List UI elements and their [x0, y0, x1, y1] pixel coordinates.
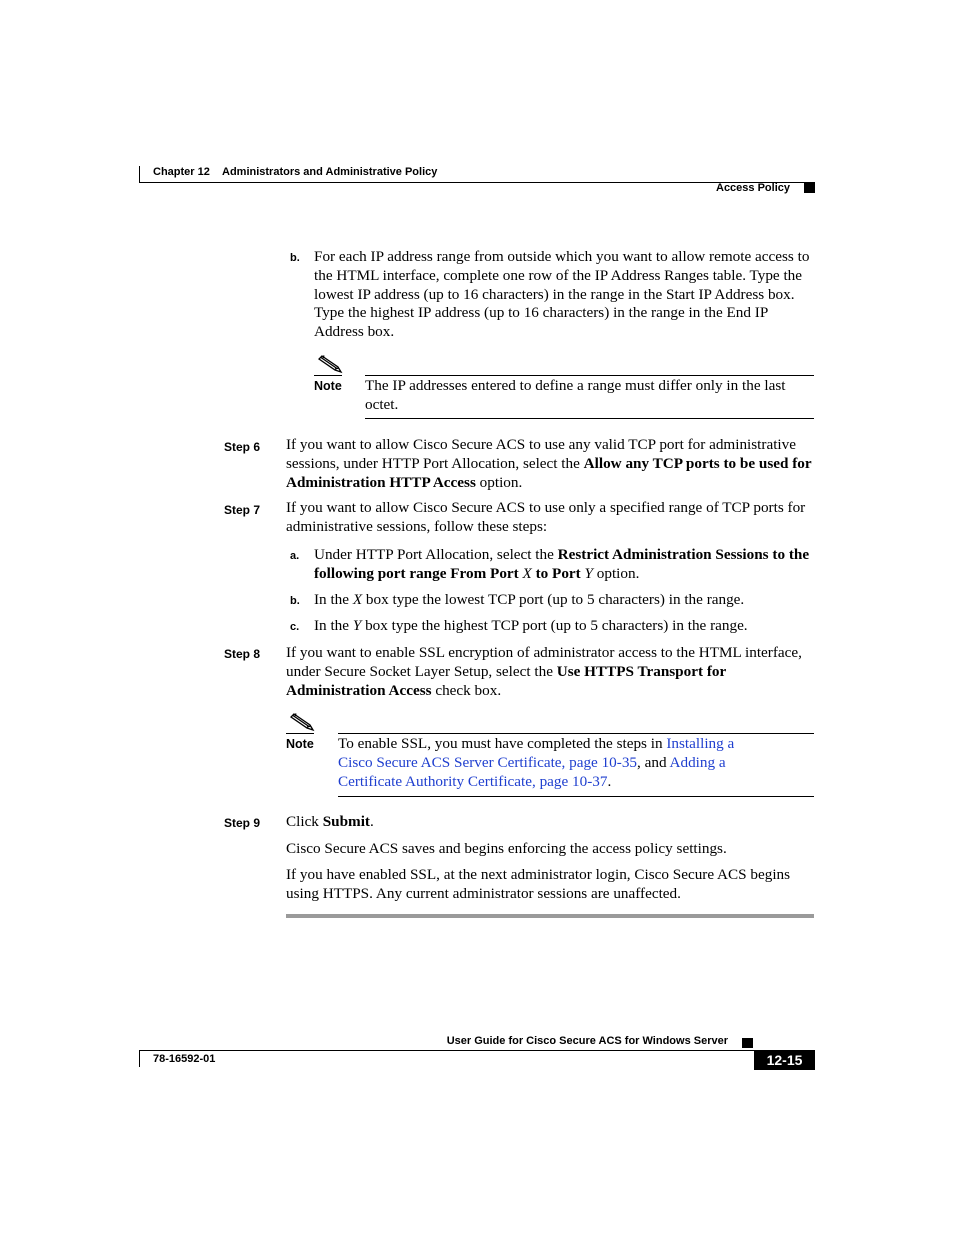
note-1-top-rule	[365, 375, 814, 376]
step-6-label: Step 6	[224, 440, 261, 454]
header-marker-square	[804, 183, 815, 193]
section-title: Access Policy	[716, 182, 790, 194]
step-8-label: Step 8	[224, 647, 261, 661]
sub-c-var-y: Y	[352, 617, 362, 634]
step-8-text-after: check box.	[431, 681, 502, 699]
sub-a-text-after: option.	[592, 564, 640, 582]
sub-a-text-before: Under HTTP Port Allocation, select the	[314, 546, 558, 563]
sub-c-text-after: box type the highest TCP port (up to 5 characters) in the range.	[361, 617, 748, 634]
pencil-icon	[290, 711, 318, 733]
sub-a-option-part-2: to Port	[531, 564, 585, 582]
sub-b-var-x: X	[352, 591, 363, 608]
step-9-label: Step 9	[224, 816, 261, 830]
note-1	[314, 352, 814, 422]
sub-a-var-x: X	[522, 564, 532, 582]
page-footer	[0, 1025, 954, 1085]
note-2-text-after: .	[607, 772, 612, 790]
step-6-text-before: If you want to allow Cisco Secure ACS to use any valid TCP port for administrative sessions, under HTTP Port Allocation, select the	[286, 436, 796, 472]
note-2-text-middle: , and	[637, 753, 670, 771]
step-9-submit-name: Submit	[322, 813, 370, 830]
chapter-title: Administrators and Administrative Policy	[222, 166, 438, 178]
step-6-option-name: Allow any TCP ports to be used for Administration HTTP Access	[286, 454, 812, 491]
step-7-sub-b-label: b.	[290, 595, 300, 607]
step-6-text	[286, 436, 816, 492]
step-7-sub-b-text	[314, 591, 816, 610]
link-adding-ca-certificate[interactable]: Adding a Certificate Authority Certificate, page 10-37	[338, 753, 726, 790]
step-7-sub-a-label: a.	[290, 550, 300, 562]
sub-b-text-before: In the	[314, 591, 353, 608]
note-1-label-rule	[314, 375, 342, 376]
note-2	[286, 710, 816, 800]
footer-rule	[139, 1050, 815, 1051]
substep-b-label: b.	[290, 252, 300, 264]
step-7-text: If you want to allow Cisco Secure ACS to use only a specified range of TCP ports for administrative sessions, follow these steps:	[286, 499, 806, 535]
step-8-text	[286, 644, 816, 700]
step-9-text-before: Click	[286, 813, 323, 830]
note-1-text: The IP addresses entered to define a range must differ only in the last octet.	[365, 377, 786, 413]
step-7-sub-a-text	[314, 546, 816, 584]
doc-number: 78-16592-01	[153, 1053, 216, 1065]
step-8-option-name: Use HTTPS Transport for Administration Access	[286, 662, 726, 699]
note-1-label: Note	[314, 379, 342, 393]
note-2-bottom-rule	[338, 796, 814, 797]
step-9-text-after: .	[369, 813, 374, 830]
header-left-tick	[139, 166, 140, 183]
sub-b-text-after: box type the lowest TCP port (up to 5 characters) in the range.	[362, 591, 745, 608]
step-7-sub-c-text	[314, 617, 816, 636]
step-6-text-after: option.	[475, 473, 523, 491]
note-2-top-rule	[338, 733, 814, 734]
step-7-sub-c-label: c.	[290, 621, 300, 633]
link-installing-server-certificate[interactable]: Installing a Cisco Secure ACS Server Certificate, page 10-35	[338, 735, 735, 771]
page-number-box	[754, 1050, 815, 1070]
chapter-label: Chapter 12	[153, 166, 210, 178]
sub-a-option-part-1: Restrict Administration Sessions to the following port range From Port	[314, 546, 810, 582]
footer-marker-square	[742, 1038, 753, 1048]
sub-c-text-before: In the	[314, 617, 353, 634]
note-2-label-rule	[286, 733, 314, 734]
note-2-text	[338, 735, 768, 791]
sub-a-var-y: Y	[584, 564, 593, 582]
guide-title: User Guide for Cisco Secure ACS for Windows Server	[446, 1035, 728, 1047]
note-2-label: Note	[286, 737, 314, 751]
substep-b-text: For each IP address range from outside which you want to allow remote access to the HTML interface, complete one row of the IP Address Ranges table. Type the lowest IP address (up to 16 characters) in the range in the Start IP Address box. Type the highest IP address (up to 16 characters) in the range in the End IP Address box.	[314, 248, 810, 341]
note-1-bottom-rule	[365, 418, 814, 419]
step-9-para-2: If you have enabled SSL, at the next administrator login, Cisco Secure ACS begins using HTTPS. Any current administrator sessions are unaffected.	[286, 866, 791, 902]
step-8-text-before: If you want to enable SSL encryption of administrator access to the HTML interface, under Secure Socket Layer Setup, select the	[286, 644, 802, 680]
page-number: 12-15	[766, 1052, 803, 1068]
footer-left-tick	[139, 1050, 140, 1067]
step-9-text	[286, 813, 816, 832]
section-end-rule	[286, 914, 814, 918]
step-9-para-1: Cisco Secure ACS saves and begins enforcing the access policy settings.	[286, 840, 727, 857]
step-7-label: Step 7	[224, 503, 261, 517]
page-header	[0, 0, 954, 200]
note-2-text-before: To enable SSL, you must have completed the steps in	[338, 735, 667, 752]
pencil-icon	[318, 353, 346, 375]
